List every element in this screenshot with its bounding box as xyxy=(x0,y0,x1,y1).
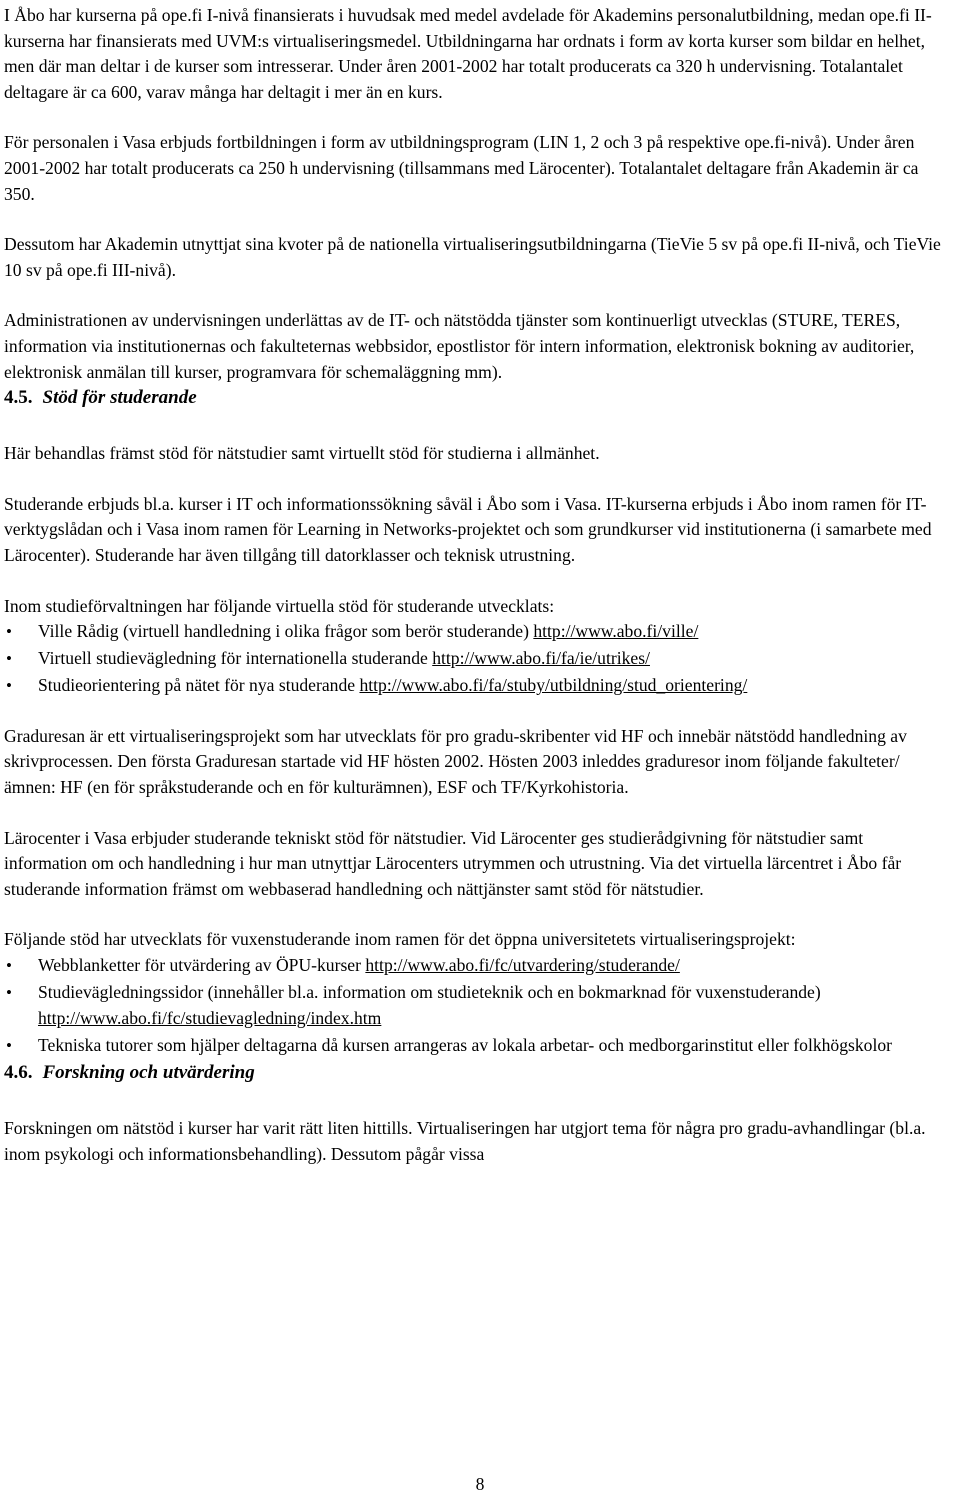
paragraph-larocenter: Lärocenter i Vasa erbjuder studerande tekniskt stöd för nätstudier. Vid Lärocenter ges studierådgivning för nätstudier samt information om och handledning i hur man utnyttjar Lärocenters utrymmen och utrustning. Via det virtuella lärcentret i Åbo får studerande information främst om webbaserad handledning och nättjänster samt stöd för nätstudier. xyxy=(4,827,902,899)
list-item xyxy=(4,1033,948,1059)
list-item xyxy=(4,646,948,672)
paragraph-tievie: Dessutom har Akademin utnyttjat sina kvoter på de nationella virtualiseringsutbildningarna (TieVie 5 sv på ope.fi II-nivå, och TieVie 10 sv på ope.fi III-nivå). xyxy=(4,234,941,280)
link-utvardering[interactable]: http://www.abo.fi/fc/utvardering/studerande/ xyxy=(365,955,680,976)
paragraph-adult-students: Följande stöd har utvecklats för vuxenstuderande inom ramen för det öppna universitetets virtualiseringsprojekt: xyxy=(4,929,796,950)
paragraph-vasa-personal: För personalen i Vasa erbjuds fortbildningen i form av utbildningsprogram (LIN 1, 2 och 3 på respektive ope.fi-nivå). Under åren 2001-2002 har totalt producerats ca 250 h undervisning (tillsammans med Lärocenter). Totalantalet deltagare från Akademin är ca 350. xyxy=(4,132,919,204)
bullet-icon: • xyxy=(6,983,12,1003)
paragraph-graduresan: Graduresan är ett virtualiseringsprojekt som har utvecklats för pro gradu-skribenter vid HF och innebär nätstödd handledning av skrivprocessen. Den första Graduresan startade vid HF hösten 2002. Hösten 2003 inleddes graduresor inom följande fakulteter/ämnen: HF (en för språkstuderande och en för kulturämnen), ESF och TF/Kyrkohistoria. xyxy=(4,725,907,798)
link-ville[interactable]: http://www.abo.fi/ville/ xyxy=(533,621,699,642)
list-item-text: Virtuell studievägledning för internationella studerande xyxy=(38,648,433,669)
section-title: Forskning och utvärdering xyxy=(42,1061,255,1083)
section-number: 4.5. xyxy=(4,387,33,409)
bullet-icon: • xyxy=(6,649,12,669)
paragraph-ope-fi-abo: I Åbo har kurserna på ope.fi I-nivå finansierats i huvudsak med medel avdelade för Akademins personalutbildning, medan ope.fi II-kurserna har finansierats med UVM:s virtualiseringsmedel. Utbildningarna har ordnats i form av korta kurser som bildar en helhet, men där man deltar i de kurser som intresserar. Under åren 2001-2002 har totalt producerats ca 320 h undervisning. Totalantalet deltagare är ca 600, varav många har deltagit i mer än en kurs. xyxy=(4,5,932,102)
section-number: 4.6. xyxy=(4,1061,33,1083)
bullet-list-adult-students xyxy=(4,953,948,1058)
list-item xyxy=(4,953,948,979)
page-number: 8 xyxy=(475,1474,485,1494)
link-utrikes[interactable]: http://www.abo.fi/fa/ie/utrikes/ xyxy=(432,648,650,669)
link-stud-orientering[interactable]: http://www.abo.fi/fa/stuby/utbildning/stud_orientering/ xyxy=(359,675,748,696)
paragraph-administration: Administrationen av undervisningen underlättas av de IT- och nätstödda tjänster som kontinuerligt utvecklas (STURE, TERES, information via institutionernas och fakulteternas webbsidor, epostlistor för intern information, elektronisk bokning av auditorier, elektronisk anmälan till kurser, programvara för schemaläggning mm). xyxy=(4,310,915,382)
list-item-text: Tekniska tutorer som hjälper deltagarna då kursen arrangeras av lokala arbetar- och medborgarinstitut eller folkhögskolor xyxy=(38,1034,893,1055)
list-item xyxy=(4,673,948,699)
list-item-text: Studievägledningssidor (innehåller bl.a. information om studieteknik och en bokmarknad för vuxenstuderande) xyxy=(38,982,821,1003)
section-title: Stöd för studerande xyxy=(42,387,197,409)
list-item xyxy=(4,619,948,645)
bullet-icon: • xyxy=(6,622,12,642)
paragraph-research: Forskningen om nätstöd i kurser har varit rätt liten hittills. Virtualiseringen har utgjort tema för några pro gradu-avhandlingar (bl.a. inom psykologi och informationsbehandling). Dessutom pågår vissa xyxy=(4,1117,926,1164)
bullet-list-study-admin xyxy=(4,619,948,699)
bullet-icon: • xyxy=(6,1035,12,1055)
paragraph-support-intro: Här behandlas främst stöd för nätstudier samt virtuellt stöd för studierna i allmänhet. xyxy=(4,443,600,464)
section-heading-4-6 xyxy=(4,1060,948,1086)
paragraph-student-courses: Studerande erbjuds bl.a. kurser i IT och informationssökning såväl i Åbo som i Vasa. IT-kurserna erbjuds i Åbo inom ramen för IT-verktygslådan och i Vasa inom ramen för Learning in Networks-projektet och som grundkurser vid institutionerna (i samarbete med Lärocenter). Studerande har även tillgång till datorklasser och teknisk utrustning. xyxy=(4,493,932,565)
link-studievagledning[interactable]: http://www.abo.fi/fc/studievagledning/index.htm xyxy=(38,1007,382,1028)
list-item-text: Webblanketter för utvärdering av ÖPU-kurser xyxy=(38,955,366,976)
bullet-icon: • xyxy=(6,676,12,696)
section-heading-4-5 xyxy=(4,385,948,411)
paragraph-study-admin: Inom studieförvaltningen har följande virtuella stöd för studerande utvecklats: xyxy=(4,595,555,616)
list-item xyxy=(4,980,948,1031)
bullet-icon: • xyxy=(6,956,12,976)
list-item-text: Studieorientering på nätet för nya studerande xyxy=(38,675,360,696)
document-page xyxy=(4,3,948,1167)
list-item-text: Ville Rådig (virtuell handledning i olika frågor som berör studerande) xyxy=(38,621,534,642)
